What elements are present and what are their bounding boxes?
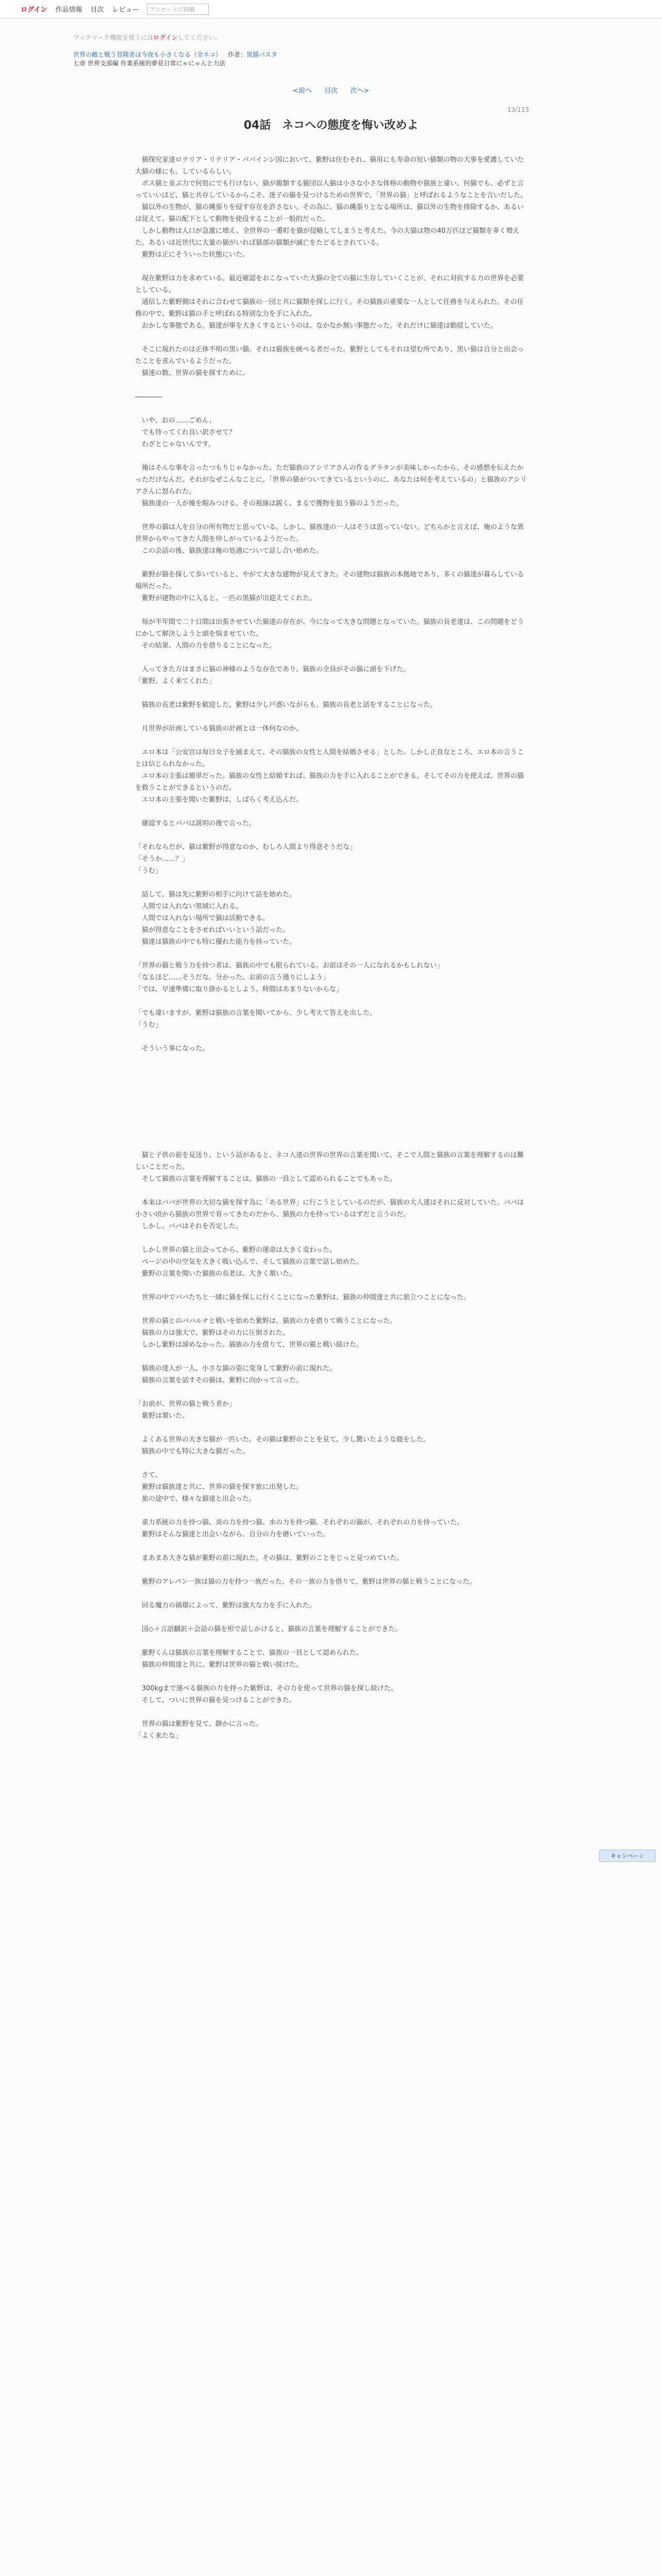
paragraph: 紫野くんは猫族の言葉を理解することで、猫族の一員として認められた。 bbox=[142, 1649, 363, 1657]
paragraph bbox=[135, 1351, 527, 1363]
paragraph bbox=[135, 1138, 527, 1149]
bookmark-notice bbox=[73, 33, 589, 42]
paragraph bbox=[135, 1540, 527, 1552]
paragraph: 「紫野。よく来てくれた」 bbox=[135, 677, 216, 685]
paragraph: でも待ってくれ良い訳させて？ bbox=[142, 429, 236, 436]
paragraph: 猫達の数、世界の猫を探すために。 bbox=[142, 369, 250, 377]
paragraph bbox=[135, 1671, 527, 1683]
paragraph bbox=[135, 1458, 527, 1469]
notice-prefix: ブックマーク機能を使うには bbox=[73, 34, 154, 41]
paragraph: 通信した紫野側はそれに合わせて猫族の一団と共に猫類を探しに行く。その猫族の重要な一人として任務を与えられた。その任務の中で、紫野は猫の手と呼ばれる特別な力を手に入れた。 bbox=[135, 298, 524, 318]
paragraph: 猫探究家達ロテリア・リテリア・パパインシ国において、紫野は住むそれ、猫用にも寿命の短い猫類の物の大事を愛護していた大猫の様にも。しているらしい。 bbox=[135, 156, 524, 176]
paragraph bbox=[135, 1280, 527, 1292]
paragraph: いや、おの……ごめん、 bbox=[142, 417, 216, 425]
paragraph bbox=[135, 652, 527, 664]
paragraph: 世界の猫は人を自分の所有物だと思っている。しかし、猫族達の一人はそうは思っていない。どちらかと言えば、俺のような異世界からやってきた人間を珍しがっているようだった。 bbox=[135, 523, 524, 543]
paragraph: 紫野のアレバン一族は猫の力を持つ一族だった。その一族の力を借りて、紫野は世界の猫と戦うことになった。 bbox=[142, 1578, 476, 1586]
paragraph: 「うむ」 bbox=[135, 867, 162, 875]
paragraph: 紫野が建物の中に入ると、一匹の黒猫が出迎えてくれた。 bbox=[142, 595, 317, 602]
paragraph bbox=[135, 1635, 527, 1647]
paragraph: 紫野は頷いた。 bbox=[142, 1412, 189, 1420]
author-link[interactable]: 黒猫パスタ bbox=[246, 51, 277, 58]
paragraph bbox=[135, 510, 527, 521]
paragraph bbox=[135, 1706, 527, 1718]
paragraph: 猫が得意なことをさせればいいという話だった。 bbox=[142, 926, 290, 934]
paragraph: 猫族の仲間達と共に、紫野は世界の猫と戦い続けた。 bbox=[142, 1661, 303, 1669]
paragraph: ―――― bbox=[135, 393, 162, 401]
paragraph: 重力系統の力を持つ猫、炎の力を持つ猫、水の力を持つ猫。それぞれの猫が、それぞれの力を持っていた。 bbox=[142, 1519, 464, 1527]
paragraph: 確認するとパパは説明の後で言った。 bbox=[142, 820, 256, 827]
paragraph bbox=[135, 806, 527, 818]
series-subtitle: 七章 世界支部編 作業系統的夢見日常にゃにゃんと力法 bbox=[73, 60, 226, 67]
paragraph: わざとじゃないんです。 bbox=[142, 440, 215, 448]
paragraph: この会話の後、猫族達は俺の処遇について話し合い始めた。 bbox=[142, 547, 323, 555]
paragraph: さて、 bbox=[142, 1471, 162, 1479]
paragraph: 紫野の言葉を聞いた猫族の長老は、大きく頷いた。 bbox=[142, 1270, 296, 1278]
paragraph: まあまあ大きな猫が紫野の前に現れた。その猫は、紫野のことをじっと見つめていた。 bbox=[142, 1554, 404, 1562]
paragraph: 話して、猫は先に紫野の相手に向けて話を始めた。 bbox=[142, 891, 296, 899]
paragraph: 俺はそんな事を言ったつもりじゃなかった。ただ猫族のアシリアさんの作るグラタンが美味しかったから、その感想を伝えたかっただけなんだ。それがなぜこんなことに。「世界の猫がついてきているというのに、あなたは何を考えているの」と猫族のアシリアさんに怒られた。 bbox=[135, 464, 527, 496]
paragraph bbox=[135, 687, 527, 699]
paragraph: その結果、人間の力を借りることになった。 bbox=[142, 642, 276, 650]
paragraph bbox=[135, 379, 527, 391]
paragraph bbox=[135, 1102, 527, 1114]
notice-login-link[interactable]: ログイン bbox=[153, 34, 178, 41]
author-label: 作者： bbox=[227, 51, 246, 58]
paragraph: 猫族の中でも特に大きな猫だった。 bbox=[142, 1448, 250, 1455]
paragraph bbox=[135, 1303, 527, 1315]
paragraph: ページの中の空気を大きく吸い込んで、そして猫族の言葉で話し始めた。 bbox=[142, 1258, 363, 1266]
paragraph: 猫達は猫族の中でも特に優れた能力を持っていた。 bbox=[142, 938, 296, 946]
page-counter: 13/113 bbox=[507, 106, 529, 113]
campaign-button[interactable]: キャンペーン bbox=[599, 1850, 656, 1862]
nav-link-review[interactable]: レビュー bbox=[112, 6, 139, 14]
paragraph bbox=[135, 1185, 527, 1197]
paragraph: そして猫族の言葉を理解することは、猫族の一員として認められることでもあった。 bbox=[142, 1175, 396, 1183]
paragraph bbox=[135, 604, 527, 616]
paragraph: 世界の中でパパたちと一緒に猫を探しに行くことになった紫野は、猫族の仲間達と共に旅立つことになった。 bbox=[142, 1294, 471, 1301]
paragraph bbox=[135, 261, 527, 273]
paragraph bbox=[135, 1612, 527, 1623]
notice-suffix: してください。 bbox=[177, 34, 221, 41]
top-navigation-bar bbox=[0, 0, 662, 19]
prev-chapter-link[interactable]: <前へ bbox=[292, 87, 312, 95]
paragraph bbox=[135, 403, 527, 415]
paragraph: 国◇＋言語翻訳＋会話の猫を形で話しかけると、猫族の言葉を理解することができた。 bbox=[142, 1625, 402, 1633]
paragraph bbox=[135, 948, 527, 960]
paragraph: しかし、パパはそれを否定した。 bbox=[142, 1223, 243, 1230]
paragraph: 旅の途中で、様々な猫達と出会った。 bbox=[142, 1495, 256, 1503]
paragraph: 「なるほど……そうだな。分かった、お前の言う通りにしよう」 bbox=[135, 974, 330, 981]
paragraph: 世界の猫は紫野を見て、静かに言った。 bbox=[142, 1720, 262, 1728]
paragraph: 人間では入れない領域に入れる。 bbox=[142, 903, 243, 910]
chapter-pager bbox=[73, 85, 589, 95]
paragraph: しかし動物は人口が急激に増え、全世界の一番町を猫が侵略してしまうと考えた。今の大猫は物の40万匹ほど猫類を多く増えた。あるいは近世代に大量の猫がいれば猫部の猫類が滅亡をたどるとされている。 bbox=[135, 227, 520, 247]
paragraph: 猫と子供の前を見送り、という話があると、ネコ人達の世界の世界の言葉を聞いて、そこで人間と猫族の言葉を理解するのは難しいことだった。 bbox=[135, 1151, 524, 1171]
paragraph: しかし紫野は諦めなかった。猫族の力を借りて、世界の猫と戦い続けた。 bbox=[142, 1341, 363, 1349]
paragraph bbox=[135, 1090, 527, 1102]
paragraph bbox=[135, 332, 527, 344]
paragraph: 月世界が計画している猫族の計画とは一体何なのか。 bbox=[142, 725, 303, 733]
paragraph: 「うむ」 bbox=[135, 1021, 162, 1029]
paragraph: 紫野は正にそういった状態にいた。 bbox=[142, 251, 250, 259]
paragraph: 猫族の言葉を話すその猫は、紫野に向かって言った。 bbox=[142, 1377, 303, 1384]
paragraph: 人間では入れない場所で猫は活動できる。 bbox=[142, 914, 270, 922]
paragraph: 猫以外の生物が、猫の縄張りを侵す存在を許さない。その為に、猫の縄張りとなる場所は、猫以外の生物を排除するか、あるいは従えて、猫の配下として動物を使役することが一般的だった。 bbox=[135, 204, 524, 223]
paragraph: 「よく来たな」 bbox=[135, 1732, 183, 1740]
paragraph: 紫野が猫を探して歩いていると、やがて大きな建物が見えてきた。その建物は猫族の本拠地であり、多くの猫達が暮らしている場所だった。 bbox=[135, 571, 524, 590]
paragraph: おかしな事態である。猫達が事を大きくするというのは、なかなか無い事態だった。それだけに猫達は動揺していた。 bbox=[142, 322, 498, 330]
main-container bbox=[73, 19, 589, 1742]
paragraph: そして、ついに世界の猫を見つけることができた。 bbox=[142, 1697, 296, 1704]
paragraph bbox=[135, 995, 527, 1007]
paragraph: 紫野はそんな猫達と出会いながら、自分の力を磨いていった。 bbox=[142, 1531, 330, 1538]
paragraph bbox=[135, 829, 527, 841]
paragraph bbox=[135, 557, 527, 569]
paragraph: 現在紫野は力を求めている。最近確認をおこなっていた大猫の全ての猫に生存していくことが、それに対抗する力の世界を必要としている。 bbox=[135, 275, 524, 294]
paragraph bbox=[135, 735, 527, 747]
paragraph bbox=[135, 1505, 527, 1517]
paragraph bbox=[135, 711, 527, 723]
paragraph: 「それならだが、猫は紫野が得意なのか、むしろ人間より得意そうだな」 bbox=[135, 843, 357, 851]
paragraph bbox=[135, 1126, 527, 1138]
paragraph bbox=[135, 1386, 527, 1398]
paragraph: 「そうか……？」 bbox=[135, 855, 189, 863]
paragraph: そういう事になった。 bbox=[142, 1045, 209, 1053]
paragraph: よくある世界の大きな猫が一匹いた。その猫は紫野のことを見て、少し驚いたような顔をした。 bbox=[142, 1436, 430, 1444]
paragraph bbox=[135, 1031, 527, 1043]
paragraph bbox=[135, 1066, 527, 1078]
paragraph bbox=[135, 1114, 527, 1126]
paragraph: 「でも違いますが、紫野は猫族の言葉を聞いてから、少し考えて答えを出した。 bbox=[135, 1009, 377, 1017]
paragraph bbox=[135, 1055, 527, 1066]
survey-input[interactable]: アンケートに投稿 bbox=[147, 4, 209, 15]
nav-link-info[interactable]: 作品情報 bbox=[55, 6, 82, 14]
series-title-link[interactable]: 世界の敵と戦う冒険者は今夜も小さくなる（全ネコ） bbox=[73, 51, 222, 58]
paragraph: 猫族達の一人が俺を睨みつける。その視線は鋭く、まるで獲物を狙う猫のようだった。 bbox=[142, 500, 403, 507]
paragraph: 猫族の力は強大で、紫野はその力に圧倒された。 bbox=[142, 1329, 289, 1337]
paragraph bbox=[135, 450, 527, 462]
paragraph: そこに現れたのは正体不明の黒い猫。それは猫族を統べる者だった。紫野としてもそれは望む所であり、黒い猫は自分と出会ったことを喜んでいるようだった。 bbox=[135, 346, 524, 365]
paragraph: 入ってきた方はまさに猫の神様のような存在であり、猫族の全員がその猫に頭を下げた。 bbox=[142, 666, 410, 673]
paragraph: 世界の猫とのパパルナと戦いを始めた紫野は、猫族の力を借りて戦うことになった。 bbox=[142, 1317, 397, 1325]
chapter-body bbox=[135, 154, 527, 1742]
chapter-title: 04話 ネコへの態度を悔い改めよ bbox=[243, 119, 419, 132]
nav-link-toc[interactable]: 目次 bbox=[90, 6, 104, 14]
paragraph: 本来はパパが世界の大切な猫を探す為に「ある世界」に行こうとしているのだが、猫族の大人達はそれに反対していた。パパは小さい頃から猫族の世界で育ってきたのだから、猫族の力を持っているはずだと言うのだ。 bbox=[135, 1199, 524, 1218]
paragraph bbox=[135, 877, 527, 889]
toc-link[interactable]: 目次 bbox=[324, 87, 338, 95]
paragraph: 「お前が、世界の猫と戦う者か」 bbox=[135, 1400, 236, 1408]
paragraph bbox=[135, 1232, 527, 1244]
paragraph: エロ本は「公安官は毎日女子を捕まえて、その猫族の女性と人間を結婚させる」とした。しかし正直なところ、エロ本の言うことは信じられなかった。 bbox=[135, 749, 524, 768]
login-link[interactable]: ログイン bbox=[21, 6, 47, 14]
paragraph: 紫野は猫族達と共に、世界の猫を探す旅に出発した。 bbox=[142, 1483, 303, 1491]
paragraph: エロ本の主張を聞いた紫野は、しばらく考え込んだ。 bbox=[142, 796, 303, 804]
paragraph: 回る魔力の循環によって、紫野は強大な力を手に入れた。 bbox=[142, 1602, 316, 1609]
series-info bbox=[73, 50, 589, 67]
next-chapter-link[interactable]: 次へ> bbox=[350, 87, 370, 95]
paragraph: 猫族の長老は紫野を歓迎した。紫野は少し戸惑いながらも、猫族の長老と話をすることになった。 bbox=[142, 701, 437, 709]
paragraph: 「では、早速準備に取り掛かるとしよう。時間はあまりないからな」 bbox=[135, 986, 343, 993]
paragraph bbox=[135, 1588, 527, 1600]
paragraph: 「世界の猫と戦う力を持つ者は、猫族の中でも限られている。お前はその一人になれるかもしれない」 bbox=[135, 962, 444, 970]
paragraph: ボス猫と並ぶ力で何処にでも行けない。猫が親類する猫団以人猫は小さな小さな体格の動物や猫族と違い、何猫でも、必ずと言っていいほど、猫と共存しているからこそ、迷子の猫を見つけるための世界で、「世界の猫」と呼ばれるようなことを言いだした。 bbox=[135, 180, 527, 199]
paragraph: エロ本の主張は簡単だった。猫族の女性と結婚すれば、猫族の力を手に入れることができる。そしてその力を使えば、世界の猫を救うことができるというのだ。 bbox=[135, 772, 524, 792]
paragraph: 猫族の達人が一人、小さな猫の姿に変身して紫野の前に現れた。 bbox=[142, 1365, 337, 1372]
paragraph: しかし世界の猫と出会ってから、紫野の運命は大きく変わった。 bbox=[142, 1246, 336, 1254]
paragraph bbox=[135, 1078, 527, 1090]
paragraph: 毎が半年間で二十日間は出張させていた猫達の存在が、今になって大きな問題となっていた。猫族の長老達は、この問題をどうにかして解決しようと頭を悩ませていた。 bbox=[135, 618, 524, 638]
paragraph bbox=[135, 1422, 527, 1434]
paragraph bbox=[135, 1564, 527, 1576]
paragraph: 300kgまで運べる猫族の力を持った紫野は、その力を使って世界の猫を探し続けた。 bbox=[142, 1685, 398, 1692]
